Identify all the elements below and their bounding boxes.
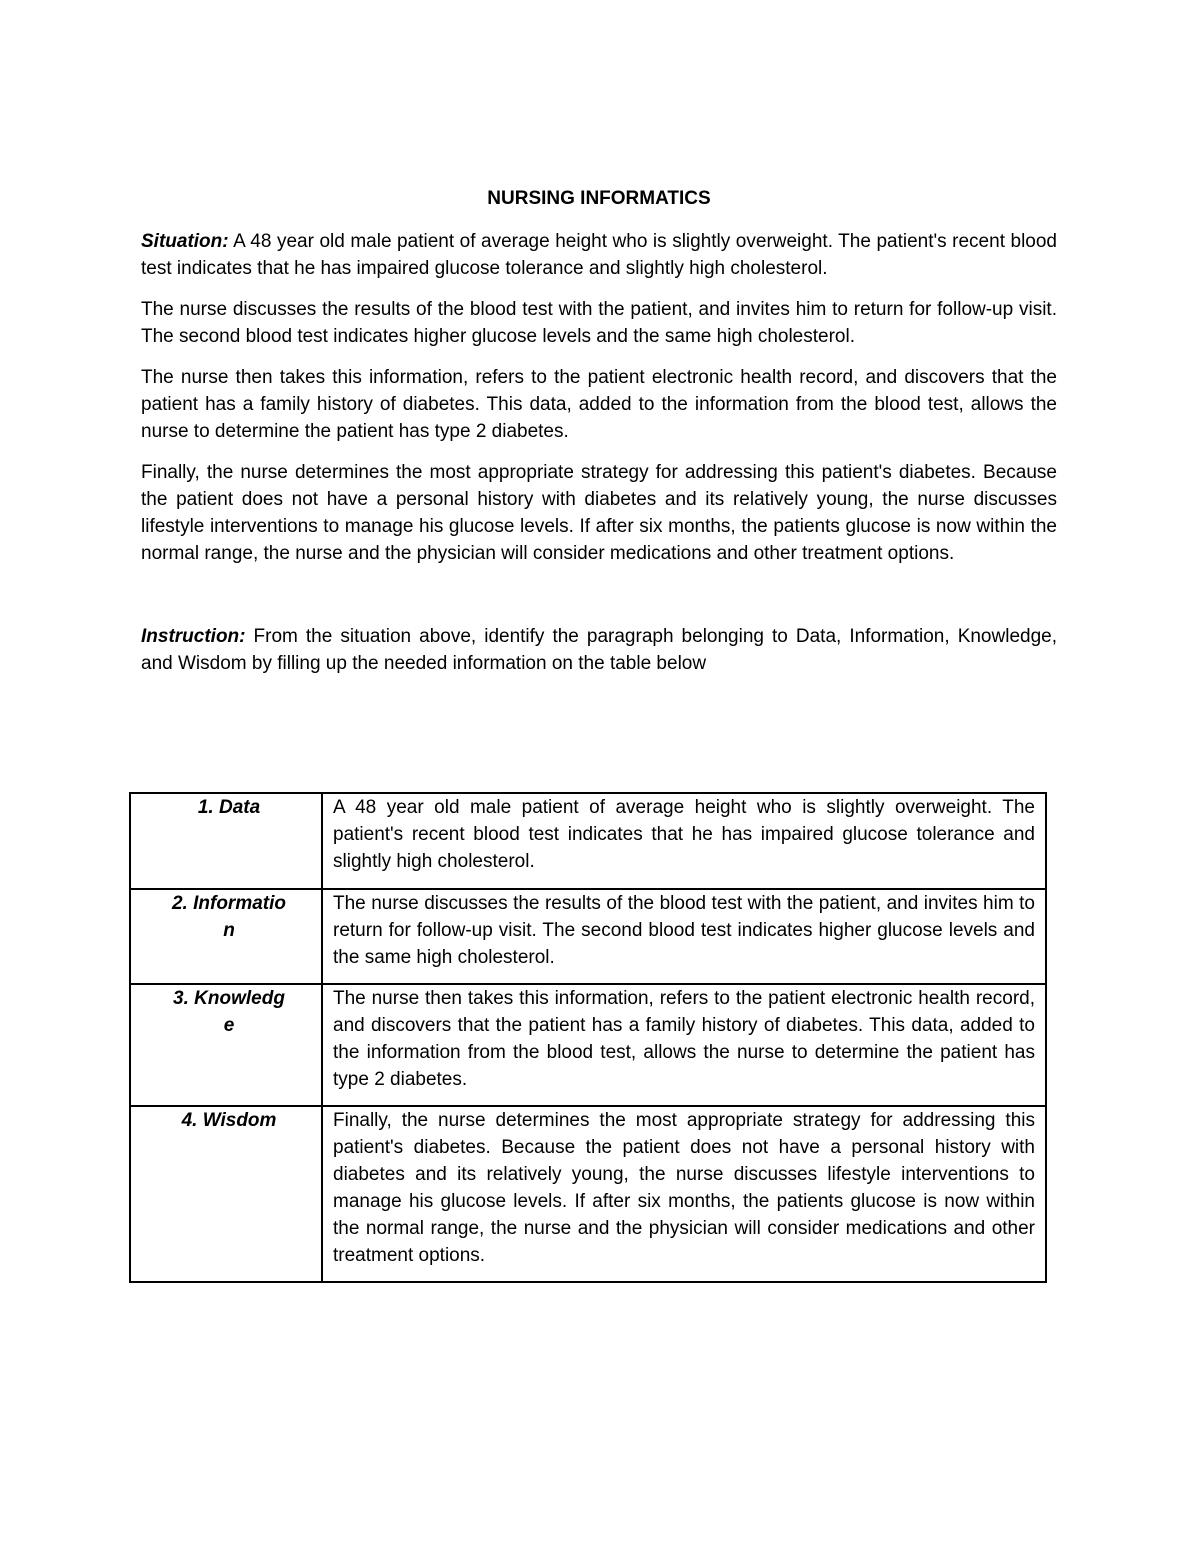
paragraph-information: The nurse discusses the results of the blood test with the patient, and invites him to return for follow-up visit. The second blood test indicates higher glucose levels and the same high cholesterol.	[141, 299, 1057, 347]
situation-paragraph	[141, 228, 1057, 282]
situation-text: A 48 year old male patient of average height who is slightly overweight. The patient's recent blood test indicates that he has impaired glucose tolerance and slightly high cholesterol.	[141, 231, 1057, 279]
row-content-cell: The nurse then takes this information, refers to the patient electronic health record, and discovers that the patient has a family history of diabetes. This data, added to the information from the blood test, allows the nurse to determine the patient has type 2 diabetes.	[322, 984, 1046, 1106]
row-label-cell	[130, 793, 322, 889]
row-content-cell: Finally, the nurse determines the most appropriate strategy for addressing this patient's diabetes. Because the patient does not have a personal history with diabetes and its relatively young, the nurse discusses lifestyle interventions to manage his glucose levels. If after six months, the patients glucose is now within the normal range, the nurse and the physician will consider medications and other treatment options.	[322, 1106, 1046, 1282]
row-label: 3. Knowledge	[173, 988, 285, 1036]
row-label: 2. Information	[171, 893, 286, 941]
instruction-text: From the situation above, identify the paragraph belonging to Data, Information, Knowledge, and Wisdom by filling up the needed information on the table below	[141, 626, 1057, 674]
row-label: 1. Data	[197, 797, 261, 818]
table-row	[130, 793, 1046, 889]
dikw-table	[129, 792, 1047, 1283]
row-content-cell: The nurse discusses the results of the blood test with the patient, and invites him to return for follow-up visit. The second blood test indicates higher glucose levels and the same high cholesterol.	[322, 889, 1046, 984]
table-row	[130, 984, 1046, 1106]
instruction-paragraph	[141, 623, 1057, 677]
document-title: NURSING INFORMATICS	[487, 188, 711, 209]
situation-label: Situation:	[141, 231, 229, 252]
row-label-cell	[130, 889, 322, 984]
paragraph-knowledge: The nurse then takes this information, refers to the patient electronic health record, and discovers that the patient has a family history of diabetes. This data, added to the information from the blood test, allows the nurse to determine the patient has type 2 diabetes.	[141, 367, 1057, 442]
table-row	[130, 1106, 1046, 1282]
row-content-cell: A 48 year old male patient of average height who is slightly overweight. The patient's recent blood test indicates that he has impaired glucose tolerance and slightly high cholesterol.	[322, 793, 1046, 889]
paragraph-wisdom: Finally, the nurse determines the most appropriate strategy for addressing this patient's diabetes. Because the patient does not have a personal history with diabetes and its relatively young, the nurse discusses lifestyle interventions to manage his glucose levels. If after six months, the patients glucose is now within the normal range, the nurse and the physician will consider medications and other treatment options.	[141, 462, 1057, 564]
row-label-cell	[130, 984, 322, 1106]
row-label: 4. Wisdom	[181, 1110, 277, 1131]
document-body	[141, 186, 1057, 691]
row-label-cell	[130, 1106, 322, 1282]
instruction-label: Instruction:	[141, 626, 246, 647]
table-row	[130, 889, 1046, 984]
